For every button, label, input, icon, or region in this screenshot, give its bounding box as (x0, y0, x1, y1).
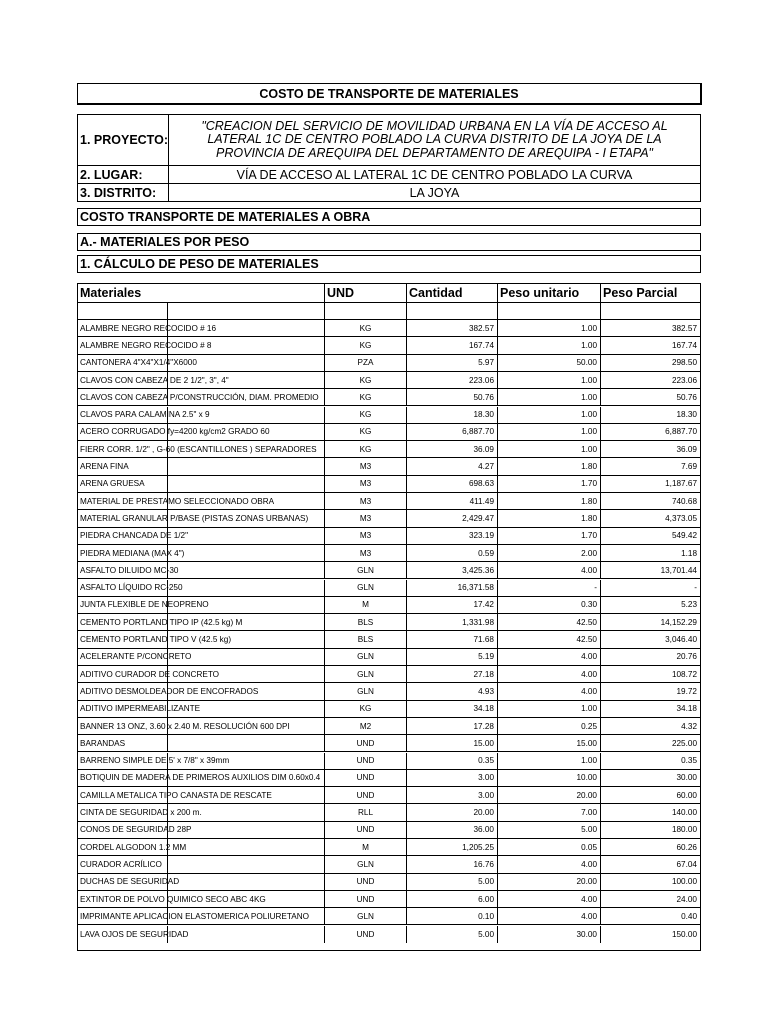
cell-peso-unitario: 15.00 (498, 735, 601, 751)
cell-material: BOTIQUIN DE MADERA DE PRIMEROS AUXILIOS DIM 0.60x0.4 (78, 770, 168, 786)
table-row (78, 372, 700, 389)
cell-und: BLS (325, 614, 407, 630)
cell-material: LAVA OJOS DE SEGURIDAD (78, 926, 168, 943)
cell-peso-parcial: 549.42 (671, 531, 697, 541)
cell-cantidad: 20.00 (407, 804, 498, 820)
cell-peso-parcial: 14,152.29 (660, 617, 697, 627)
table-row (78, 562, 700, 579)
cell-spacer (168, 458, 325, 474)
cell-peso-unitario: - (498, 580, 601, 596)
cell-und: M3 (325, 528, 407, 544)
table-row (78, 822, 700, 839)
cell-spacer (168, 580, 325, 596)
table-row (78, 510, 700, 527)
cell-peso-parcial: 223.06 (671, 375, 697, 385)
cell-material: DUCHAS DE SEGURIDAD (78, 874, 168, 890)
cell-cantidad: 50.76 (407, 389, 498, 405)
blank-cell (407, 303, 498, 319)
cell-cantidad: 4.93 (407, 683, 498, 699)
project-value: "CREACION DEL SERVICIO DE MOVILIDAD URBANA EN LA VÍA DE ACCESO AL LATERAL 1C DE CENTRO POBLADO LA CURVA DISTRITO DE LA JOYA DE LA PROVINCIA DE AREQUIPA DEL DEPARTAMENTO DE AREQUIPA - I ETAPA" (201, 118, 668, 160)
lugar-row (78, 166, 700, 184)
cell-peso-unitario: 4.00 (498, 562, 601, 578)
cell-peso-unitario: 1.80 (498, 458, 601, 474)
cell-peso-unitario: 1.00 (498, 337, 601, 353)
cell-peso-parcial: 67.04 (676, 859, 697, 869)
cell-peso-unitario: 0.05 (498, 839, 601, 855)
cell-peso-unitario: 50.00 (498, 355, 601, 371)
lugar-value: VÍA DE ACCESO AL LATERAL 1C DE CENTRO POBLADO LA CURVA (236, 167, 633, 182)
cell-peso-unitario: 5.00 (498, 822, 601, 838)
table-row (78, 528, 700, 545)
cell-peso-parcial: 225.00 (671, 738, 697, 748)
cell-cantidad: 323.19 (407, 528, 498, 544)
cell-cantidad: 18.30 (407, 407, 498, 423)
cell-peso-unitario: 4.00 (498, 908, 601, 924)
header-cantidad: Cantidad (407, 284, 498, 302)
materials-table (77, 283, 701, 951)
table-row (78, 735, 700, 752)
cell-und: GLN (325, 562, 407, 578)
cell-material: CAMILLA METALICA TIPO CANASTA DE RESCATE (78, 787, 168, 803)
cell-material: BANNER 13 ONZ, 3.60 x 2.40 M. RESOLUCIÓN 600 DPI (78, 718, 168, 734)
cell-cantidad: 6,887.70 (407, 424, 498, 440)
table-row (78, 701, 700, 718)
cell-cantidad: 2,429.47 (407, 510, 498, 526)
cell-peso-parcial: 5.23 (681, 600, 697, 610)
cell-material: ARENA FINA (78, 458, 168, 474)
blank-cell (78, 303, 168, 319)
cell-peso-unitario: 1.70 (498, 528, 601, 544)
table-row (78, 926, 700, 943)
cell-peso-unitario: 30.00 (498, 926, 601, 943)
blank-cell (325, 303, 407, 319)
cell-und: KG (325, 441, 407, 457)
cell-material: MATERIAL GRANULAR P/BASE (PISTAS ZONAS URBANAS) (78, 510, 168, 526)
cell-cantidad: 15.00 (407, 735, 498, 751)
section-transporte-obra: COSTO TRANSPORTE DE MATERIALES A OBRA (77, 208, 701, 226)
cell-material: ALAMBRE NEGRO RECOCIDO # 16 (78, 320, 168, 336)
cell-cantidad: 17.42 (407, 597, 498, 613)
cell-spacer (168, 874, 325, 890)
cell-cantidad: 411.49 (407, 493, 498, 509)
cell-und: PZA (325, 355, 407, 371)
distrito-row (78, 184, 700, 202)
cell-peso-unitario: 4.00 (498, 683, 601, 699)
cell-material: EXTINTOR DE POLVO QUIMICO SECO ABC 4KG (78, 891, 168, 907)
cell-peso-parcial: - (694, 583, 697, 593)
cell-und: UND (325, 753, 407, 769)
cell-peso-unitario: 1.00 (498, 389, 601, 405)
table-row (78, 718, 700, 735)
cell-und: M2 (325, 718, 407, 734)
cell-peso-parcial: 6,887.70 (665, 427, 697, 437)
cell-peso-parcial: 24.00 (676, 894, 697, 904)
cell-peso-parcial: 382.57 (671, 323, 697, 333)
blank-cell (498, 303, 601, 319)
cell-und: GLN (325, 580, 407, 596)
cell-peso-parcial: 60.26 (676, 842, 697, 852)
blank-cell (601, 303, 700, 319)
lugar-label: 2. LUGAR: (78, 166, 169, 183)
cell-material: CANTONERA 4"X4"X1/4"X6000 (78, 355, 168, 371)
cell-material: CLAVOS CON CABEZA P/CONSTRUCCIÓN, DIAM. PROMEDIO (78, 389, 168, 405)
cell-peso-parcial: 180.00 (671, 825, 697, 835)
cell-peso-parcial: 7.69 (681, 462, 697, 472)
cell-peso-unitario: 1.00 (498, 701, 601, 717)
cell-und: M3 (325, 476, 407, 492)
cell-und: KG (325, 701, 407, 717)
cell-cantidad: 3,425.36 (407, 562, 498, 578)
cell-cantidad: 5.97 (407, 355, 498, 371)
table-row (78, 424, 700, 441)
project-row (78, 115, 700, 166)
distrito-label: 3. DISTRITO: (78, 184, 169, 202)
table-row (78, 320, 700, 337)
table-blank-row (78, 303, 700, 320)
cell-peso-unitario: 20.00 (498, 874, 601, 890)
table-row (78, 804, 700, 821)
cell-peso-parcial: 36.09 (676, 444, 697, 454)
cell-cantidad: 6.00 (407, 891, 498, 907)
table-row (78, 458, 700, 475)
cell-material: PIEDRA CHANCADA DE 1/2" (78, 528, 168, 544)
table-row (78, 580, 700, 597)
cell-material: ACERO CORRUGADO fy=4200 kg/cm2 GRADO 60 (78, 424, 168, 440)
cell-material: BARANDAS (78, 735, 168, 751)
cell-peso-unitario: 4.00 (498, 649, 601, 665)
cell-material: ADITIVO CURADOR DE CONCRETO (78, 666, 168, 682)
cell-material: ASFALTO LÍQUIDO RC-250 (78, 580, 168, 596)
cell-cantidad: 1,205.25 (407, 839, 498, 855)
cell-und: M3 (325, 545, 407, 561)
cell-peso-parcial: 1.18 (681, 548, 697, 558)
cell-und: KG (325, 337, 407, 353)
cell-cantidad: 223.06 (407, 372, 498, 388)
cell-material: CURADOR ACRÍLICO (78, 856, 168, 872)
project-label: 1. PROYECTO: (78, 115, 169, 165)
cell-cantidad: 5.00 (407, 926, 498, 943)
cell-cantidad: 71.68 (407, 631, 498, 647)
cell-peso-parcial: 4.32 (681, 721, 697, 731)
cell-peso-parcial: 108.72 (671, 669, 697, 679)
cell-material: ALAMBRE NEGRO RECOCIDO # 8 (78, 337, 168, 353)
cell-peso-parcial: 167.74 (671, 340, 697, 350)
cell-peso-parcial: 100.00 (671, 877, 697, 887)
cell-peso-unitario: 1.00 (498, 372, 601, 388)
cell-peso-parcial: 60.00 (676, 790, 697, 800)
cell-und: GLN (325, 683, 407, 699)
project-info-box (77, 114, 701, 202)
cell-material: ADITIVO IMPERMEABILIZANTE (78, 701, 168, 717)
cell-und: UND (325, 735, 407, 751)
cell-peso-parcial: 20.76 (676, 652, 697, 662)
cell-peso-unitario: 20.00 (498, 787, 601, 803)
cell-cantidad: 27.18 (407, 666, 498, 682)
cell-material: CEMENTO PORTLAND TIPO V (42.5 kg) (78, 631, 168, 647)
table-row (78, 891, 700, 908)
cell-spacer (168, 856, 325, 872)
cell-peso-parcial: 140.00 (671, 808, 697, 818)
cell-und: M3 (325, 510, 407, 526)
cell-peso-unitario: 0.25 (498, 718, 601, 734)
cell-spacer (168, 735, 325, 751)
cell-cantidad: 34.18 (407, 701, 498, 717)
cell-peso-unitario: 2.00 (498, 545, 601, 561)
cell-peso-parcial: 13,701.44 (660, 565, 697, 575)
cell-material: ADITIVO DESMOLDEADOR DE ENCOFRADOS (78, 683, 168, 699)
cell-und: GLN (325, 666, 407, 682)
table-row (78, 389, 700, 406)
cell-cantidad: 0.59 (407, 545, 498, 561)
table-row (78, 631, 700, 648)
table-row (78, 839, 700, 856)
cell-und: M3 (325, 493, 407, 509)
table-row (78, 908, 700, 925)
cell-und: M (325, 839, 407, 855)
table-row (78, 614, 700, 631)
table-header-row (78, 284, 700, 303)
cell-spacer (168, 545, 325, 561)
cell-cantidad: 3.00 (407, 770, 498, 786)
cell-spacer (168, 528, 325, 544)
cell-material: JUNTA FLEXIBLE DE NEOPRENO (78, 597, 168, 613)
table-row (78, 337, 700, 354)
cell-und: KG (325, 320, 407, 336)
cell-material: ARENA GRUESA (78, 476, 168, 492)
table-row (78, 355, 700, 372)
cell-und: GLN (325, 649, 407, 665)
cell-material: MATERIAL DE PRESTAMO SELECCIONADO OBRA (78, 493, 168, 509)
table-row (78, 753, 700, 770)
table-row (78, 407, 700, 424)
cell-peso-unitario: 1.00 (498, 407, 601, 423)
cell-material: IMPRIMANTE APLICACION ELASTOMERICA POLIURETANO (78, 908, 168, 924)
cell-cantidad: 16,371.58 (407, 580, 498, 596)
cell-cantidad: 3.00 (407, 787, 498, 803)
cell-peso-parcial: 0.40 (681, 911, 697, 921)
cell-peso-unitario: 7.00 (498, 804, 601, 820)
cell-material: CLAVOS PARA CALAMINA 2.5" x 9 (78, 407, 168, 423)
cell-cantidad: 167.74 (407, 337, 498, 353)
table-row (78, 476, 700, 493)
header-spacer (168, 284, 325, 302)
document-title-box (77, 83, 702, 105)
cell-material: ASFALTO DILUIDO MC-30 (78, 562, 168, 578)
document-title: COSTO DE TRANSPORTE DE MATERIALES (259, 87, 519, 101)
cell-cantidad: 4.27 (407, 458, 498, 474)
cell-peso-parcial: 0.35 (681, 756, 697, 766)
cell-material: PIEDRA MEDIANA (MAX 4") (78, 545, 168, 561)
cell-und: KG (325, 424, 407, 440)
cell-und: UND (325, 787, 407, 803)
cell-peso-unitario: 42.50 (498, 631, 601, 647)
cell-spacer (168, 476, 325, 492)
cell-cantidad: 5.00 (407, 874, 498, 890)
cell-und: BLS (325, 631, 407, 647)
cell-peso-unitario: 1.80 (498, 510, 601, 526)
cell-peso-parcial: 740.68 (671, 496, 697, 506)
cell-peso-unitario: 1.70 (498, 476, 601, 492)
cell-spacer (168, 649, 325, 665)
header-und: UND (325, 284, 407, 302)
cell-und: KG (325, 407, 407, 423)
cell-material: CONOS DE SEGURIDAD 28P (78, 822, 168, 838)
cell-spacer (168, 839, 325, 855)
cell-cantidad: 16.76 (407, 856, 498, 872)
cell-und: M (325, 597, 407, 613)
cell-cantidad: 698.63 (407, 476, 498, 492)
cell-und: UND (325, 874, 407, 890)
header-materiales: Materiales (80, 286, 142, 300)
cell-peso-parcial: 1,187.67 (665, 479, 697, 489)
cell-peso-unitario: 1.00 (498, 753, 601, 769)
table-row (78, 493, 700, 510)
table-row (78, 787, 700, 804)
cell-und: UND (325, 822, 407, 838)
cell-material: CINTA DE SEGURIDAD x 200 m. (78, 804, 168, 820)
cell-peso-unitario: 4.00 (498, 856, 601, 872)
cell-und: UND (325, 770, 407, 786)
cell-cantidad: 36.00 (407, 822, 498, 838)
cell-peso-unitario: 10.00 (498, 770, 601, 786)
cell-spacer (168, 926, 325, 943)
cell-peso-unitario: 4.00 (498, 666, 601, 682)
cell-material: CEMENTO PORTLAND TIPO IP (42.5 kg) M (78, 614, 168, 630)
cell-peso-parcial: 18.30 (676, 410, 697, 420)
cell-peso-parcial: 4,373.05 (665, 513, 697, 523)
table-row (78, 649, 700, 666)
section-materiales-peso: A.- MATERIALES POR PESO (77, 233, 701, 251)
cell-peso-unitario: 4.00 (498, 891, 601, 907)
cell-cantidad: 0.10 (407, 908, 498, 924)
table-row (78, 683, 700, 700)
header-peso-unitario: Peso unitario (498, 284, 601, 302)
section-calculo-peso: 1. CÁLCULO DE PESO DE MATERIALES (77, 255, 701, 273)
table-row (78, 770, 700, 787)
cell-peso-unitario: 1.80 (498, 493, 601, 509)
cell-peso-parcial: 50.76 (676, 392, 697, 402)
cell-spacer (168, 822, 325, 838)
cell-peso-unitario: 0.30 (498, 597, 601, 613)
cell-material: CORDEL ALGODON 1.2 MM (78, 839, 168, 855)
cell-und: GLN (325, 908, 407, 924)
table-row (78, 441, 700, 458)
cell-peso-unitario: 1.00 (498, 441, 601, 457)
cell-material: ACELERANTE P/CONCRETO (78, 649, 168, 665)
cell-und: M3 (325, 458, 407, 474)
cell-und: KG (325, 389, 407, 405)
cell-und: UND (325, 891, 407, 907)
cell-cantidad: 1,331.98 (407, 614, 498, 630)
table-row (78, 874, 700, 891)
cell-material: CLAVOS CON CABEZA DE 2 1/2", 3", 4" (78, 372, 168, 388)
cell-peso-parcial: 3,046.40 (665, 635, 697, 645)
header-peso-parcial: Peso Parcial (603, 286, 678, 300)
cell-peso-unitario: 1.00 (498, 320, 601, 336)
distrito-value: LA JOYA (409, 186, 460, 200)
table-row (78, 597, 700, 614)
cell-und: GLN (325, 856, 407, 872)
cell-cantidad: 0.35 (407, 753, 498, 769)
cell-cantidad: 5.19 (407, 649, 498, 665)
cell-peso-parcial: 30.00 (676, 773, 697, 783)
cell-und: UND (325, 926, 407, 943)
blank-cell (168, 303, 325, 319)
table-row (78, 545, 700, 562)
cell-peso-parcial: 298.50 (671, 358, 697, 368)
cell-und: RLL (325, 804, 407, 820)
cell-spacer (168, 562, 325, 578)
cell-material: FIERR CORR. 1/2" , G-60 (ESCANTILLONES ) SEPARADORES (78, 441, 168, 457)
table-row (78, 856, 700, 873)
cell-peso-parcial: 150.00 (671, 929, 697, 939)
cell-cantidad: 36.09 (407, 441, 498, 457)
cell-peso-unitario: 1.00 (498, 424, 601, 440)
cell-peso-parcial: 19.72 (676, 686, 697, 696)
cell-material: BARRENO SIMPLE DE 5' x 7/8" x 39mm (78, 753, 168, 769)
cell-peso-parcial: 34.18 (676, 704, 697, 714)
cell-cantidad: 17.28 (407, 718, 498, 734)
table-row (78, 666, 700, 683)
cell-cantidad: 382.57 (407, 320, 498, 336)
cell-peso-unitario: 42.50 (498, 614, 601, 630)
cell-und: KG (325, 372, 407, 388)
